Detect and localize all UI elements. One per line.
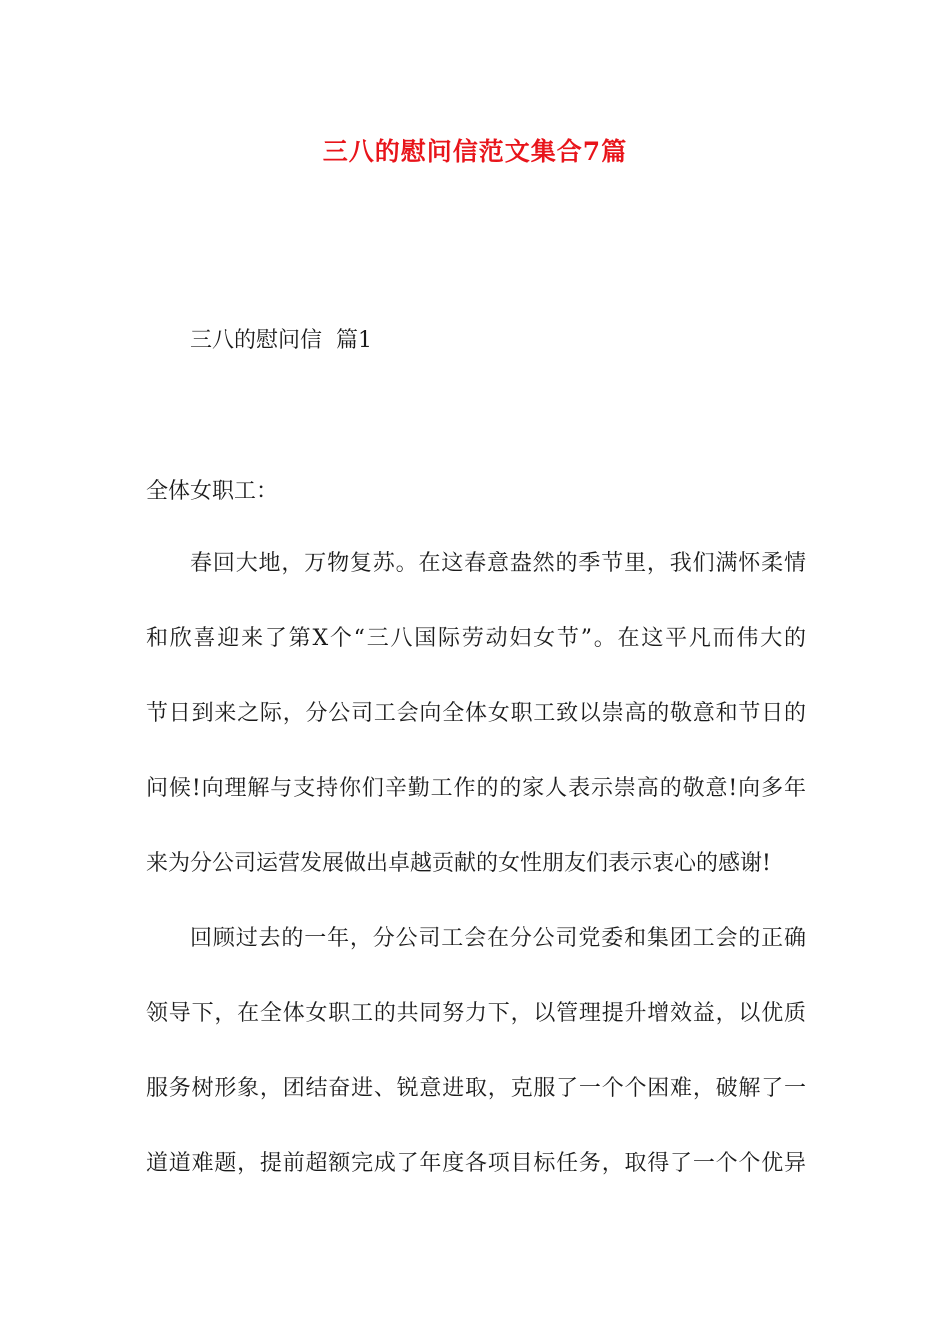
paragraph-line: 领导下，在全体女职工的共同努力下，以管理提升增效益，以优质 <box>146 1001 806 1026</box>
paragraph-line: 来为分公司运营发展做出卓越贡献的女性朋友们表示衷心的感谢! <box>146 851 771 876</box>
paragraph-line: 服务树形象，团结奋进、锐意进取，克服了一个个困难，破解了一 <box>146 1076 806 1101</box>
paragraph-line: 问候!向理解与支持你们辛勤工作的的家人表示崇高的敬意!向多年 <box>146 776 806 801</box>
paragraph-line: 回顾过去的一年，分公司工会在分公司党委和集团工会的正确 <box>190 926 806 951</box>
paragraph-line: 道道难题，提前超额完成了年度各项目标任务，取得了一个个优异 <box>146 1151 806 1176</box>
document-title: 三八的慰问信范文集合7篇 <box>322 137 628 166</box>
salutation: 全体女职工： <box>146 479 279 504</box>
paragraph-line: 节日到来之际，分公司工会向全体女职工致以崇高的敬意和节日的 <box>146 701 806 726</box>
paragraph-line: 和欣喜迎来了第X个“三八国际劳动妇女节”。在这平凡而伟大的 <box>146 626 806 651</box>
paragraph-line: 春回大地，万物复苏。在这春意盎然的季节里，我们满怀柔情 <box>190 551 806 576</box>
section-heading: 三八的慰问信 篇1 <box>190 328 372 353</box>
